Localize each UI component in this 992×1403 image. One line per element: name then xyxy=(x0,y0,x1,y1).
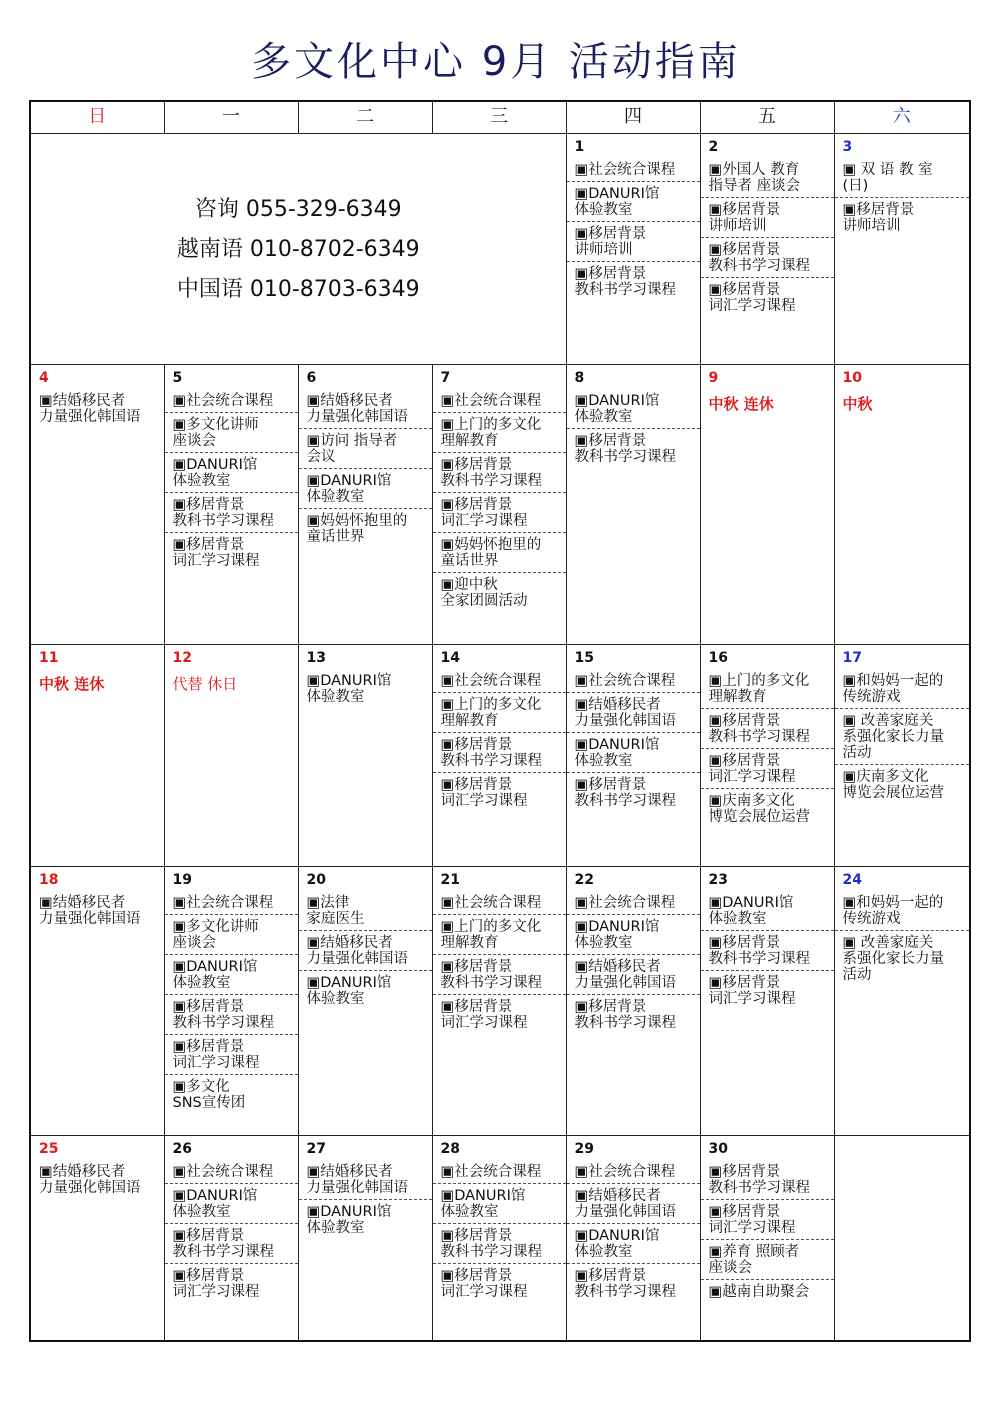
event-item: ▣移居背景 词汇学习课程 xyxy=(440,1268,528,1301)
weekday-wed: 三 xyxy=(432,101,566,134)
event-item: ▣DANURI馆 体验教室 xyxy=(299,469,432,509)
day-cell xyxy=(700,1136,834,1341)
day-cell xyxy=(566,867,700,1136)
event-item: ▣庆南多文化 博览会展位运营 xyxy=(708,793,810,826)
day-number: 3 xyxy=(842,139,853,155)
day-number: 15 xyxy=(574,650,594,667)
event-item: ▣上门的多文化 理解教育 xyxy=(433,693,566,733)
day-cell xyxy=(164,365,298,645)
day-cell xyxy=(834,645,970,867)
day-cell xyxy=(164,867,298,1136)
event-item: ▣移居背景 词汇学习课程 xyxy=(440,777,528,810)
event-item: ▣移居背景 教科书学习课程 xyxy=(701,238,834,278)
day-cell xyxy=(566,134,700,365)
day-cell xyxy=(834,365,970,645)
day-number: 7 xyxy=(440,370,451,387)
day-cell xyxy=(700,645,834,867)
day-number: 24 xyxy=(842,872,862,889)
event-item: ▣社会统合课程 xyxy=(433,1158,566,1184)
event-item: ▣DANURI馆 体验教室 xyxy=(567,387,700,429)
event-item: ▣移居背景 教科书学习课程 xyxy=(165,1224,298,1264)
day-cell xyxy=(30,1136,164,1341)
event-item: ▣上门的多文化 理解教育 xyxy=(433,413,566,453)
day-number: 14 xyxy=(440,650,460,667)
event-item: ▣DANURI馆 体验教室 xyxy=(701,889,834,931)
day-number: 30 xyxy=(708,1141,728,1158)
day-cell xyxy=(834,867,970,1136)
event-item: ▣结婚移民者 力量强化韩国语 xyxy=(299,387,432,429)
day-number: 23 xyxy=(708,872,728,889)
day-cell xyxy=(566,365,700,645)
event-item: ▣越南自助聚会 xyxy=(708,1284,810,1301)
weekday-sun: 日 xyxy=(30,101,164,134)
day-number: 22 xyxy=(574,872,594,889)
event-item: ▣社会统合课程 xyxy=(165,889,298,915)
day-number: 10 xyxy=(842,370,862,387)
weekday-header-row xyxy=(30,101,970,134)
event-item: ▣移居背景 教科书学习课程 xyxy=(574,1268,676,1301)
event-item: ▣移居背景 教科书学习课程 xyxy=(433,955,566,995)
event-item: ▣移居背景 教科书学习课程 xyxy=(165,493,298,533)
calendar-table xyxy=(29,100,971,1342)
event-item: ▣和妈妈一起的 传统游戏 xyxy=(835,889,970,931)
weekday-thu: 四 xyxy=(566,101,700,134)
day-cell xyxy=(298,645,432,867)
event-item: ▣ 双 语 教 室 (日) xyxy=(835,156,970,198)
event-item: ▣移居背景 教科书学习课程 xyxy=(165,995,298,1035)
week-row-3 xyxy=(30,645,970,867)
event-item: ▣社会统合课程 xyxy=(567,156,700,182)
event-item: ▣移居背景 教科书学习课程 xyxy=(701,931,834,971)
day-cell xyxy=(700,365,834,645)
event-item: ▣ 改善家庭关 系强化家长力量 活动 xyxy=(835,709,970,765)
week-row-5 xyxy=(30,1136,970,1341)
day-number: 20 xyxy=(306,872,326,889)
day-number: 2 xyxy=(708,139,719,155)
day-number: 26 xyxy=(172,1141,192,1158)
day-cell xyxy=(566,1136,700,1341)
day-cell xyxy=(432,365,566,645)
day-number: 11 xyxy=(39,650,59,667)
event-item: ▣社会统合课程 xyxy=(567,1158,700,1184)
day-number: 6 xyxy=(306,370,317,387)
event-item: ▣移居背景 词汇学习课程 xyxy=(440,999,528,1032)
event-item: ▣上门的多文化 理解教育 xyxy=(433,915,566,955)
event-item: ▣移居背景 词汇学习课程 xyxy=(172,537,260,570)
event-item: ▣移居背景 教科书学习课程 xyxy=(433,733,566,773)
event-item: ▣DANURI馆 体验教室 xyxy=(306,1204,392,1237)
event-item: ▣DANURI馆 体验教室 xyxy=(433,1184,566,1224)
day-number: 12 xyxy=(172,650,192,667)
event-item: ▣结婚移民者 力量强化韩国语 xyxy=(299,931,432,971)
event-item: ▣妈妈怀抱里的 童话世界 xyxy=(433,533,566,573)
day-cell xyxy=(298,867,432,1136)
weekday-tue: 二 xyxy=(298,101,432,134)
day-number: 29 xyxy=(574,1141,594,1158)
day-number: 9 xyxy=(708,370,719,387)
event-item: ▣移居背景 词汇学习课程 xyxy=(708,282,796,314)
holiday-label: 代替 休日 xyxy=(172,675,238,694)
event-item: ▣庆南多文化 博览会展位运营 xyxy=(842,769,944,802)
day-cell xyxy=(298,365,432,645)
event-item: ▣社会统合课程 xyxy=(433,889,566,915)
event-item: ▣DANURI馆 体验教室 xyxy=(567,733,700,773)
event-item: ▣DANURI馆 体验教室 xyxy=(165,955,298,995)
contact-info xyxy=(31,134,566,310)
event-item: ▣移居背景 教科书学习课程 xyxy=(701,1158,834,1200)
event-item: ▣DANURI馆 体验教室 xyxy=(306,673,392,706)
day-number: 27 xyxy=(306,1141,326,1158)
event-item: ▣DANURI馆 体验教室 xyxy=(165,453,298,493)
day-number: 1 xyxy=(574,139,585,155)
event-item: ▣移居背景 词汇学习课程 xyxy=(165,1035,298,1075)
day-number: 19 xyxy=(172,872,192,889)
event-item: ▣结婚移民者 力量强化韩国语 xyxy=(39,1164,141,1197)
week-row-2 xyxy=(30,365,970,645)
day-cell xyxy=(298,1136,432,1341)
day-cell xyxy=(700,134,834,365)
event-item: ▣结婚移民者 力量强化韩国语 xyxy=(299,1158,432,1200)
event-item: ▣多文化讲师 座谈会 xyxy=(165,413,298,453)
day-number: 28 xyxy=(440,1141,460,1158)
event-item: ▣移居背景 教科书学习课程 xyxy=(574,999,676,1032)
contact-info-cell xyxy=(30,134,566,365)
event-item: ▣外国人 教育 指导者 座谈会 xyxy=(701,156,834,198)
day-cell xyxy=(834,134,970,365)
contact-inquiry: 咨询 055-329-6349 xyxy=(194,197,402,222)
day-cell xyxy=(30,645,164,867)
day-cell xyxy=(164,1136,298,1341)
day-cell xyxy=(432,1136,566,1341)
day-number: 4 xyxy=(39,370,49,387)
day-cell xyxy=(30,867,164,1136)
day-number: 5 xyxy=(172,370,183,387)
event-item: ▣ 改善家庭关 系强化家长力量 活动 xyxy=(842,935,944,984)
holiday-label: 中秋 连休 xyxy=(708,395,774,414)
event-item: ▣社会统合课程 xyxy=(165,387,298,413)
day-number xyxy=(835,1136,970,1158)
event-item: ▣DANURI馆 体验教室 xyxy=(567,1224,700,1264)
event-item: ▣移居背景 讲师培训 xyxy=(567,222,700,262)
day-cell xyxy=(834,1136,970,1341)
day-number: 21 xyxy=(440,872,460,889)
page-title: 多文化中心 9月 活动指南 xyxy=(251,39,741,85)
event-item: ▣社会统合课程 xyxy=(567,667,700,693)
day-number: 13 xyxy=(306,650,326,667)
event-item: ▣移居背景 词汇学习课程 xyxy=(433,493,566,533)
event-item: ▣法律 家庭医生 xyxy=(299,889,432,931)
day-cell xyxy=(164,645,298,867)
day-number: 18 xyxy=(39,872,59,889)
event-item: ▣养育 照顾者 座谈会 xyxy=(701,1240,834,1280)
event-item: ▣结婚移民者 力量强化韩国语 xyxy=(567,955,700,995)
day-cell xyxy=(432,645,566,867)
event-item: ▣结婚移民者 力量强化韩国语 xyxy=(567,693,700,733)
event-item: ▣移居背景 教科书学习课程 xyxy=(701,709,834,749)
event-item: ▣和妈妈一起的 传统游戏 xyxy=(835,667,970,709)
event-item: ▣社会统合课程 xyxy=(433,667,566,693)
day-number: 25 xyxy=(39,1141,59,1158)
event-item: ▣迎中秋 全家团圆活动 xyxy=(440,577,528,610)
event-item: ▣移居背景 教科书学习课程 xyxy=(574,433,676,466)
event-item: ▣移居背景 讲师培训 xyxy=(701,198,834,238)
event-item: ▣多文化 SNS宣传团 xyxy=(172,1079,246,1112)
event-item: ▣DANURI馆 体验教室 xyxy=(567,915,700,955)
event-item: ▣移居背景 教科书学习课程 xyxy=(433,1224,566,1264)
event-item: ▣移居背景 词汇学习课程 xyxy=(708,975,796,1008)
contact-vietnamese: 越南语 010-8702-6349 xyxy=(176,237,420,262)
event-item: ▣妈妈怀抱里的 童话世界 xyxy=(306,513,408,546)
day-number: 17 xyxy=(842,650,862,667)
event-item: ▣移居背景 词汇学习课程 xyxy=(701,749,834,789)
event-item: ▣移居背景 教科书学习课程 xyxy=(574,777,676,810)
event-item: ▣结婚移民者 力量强化韩国语 xyxy=(39,393,141,426)
contact-chinese: 中国语 010-8703-6349 xyxy=(176,277,420,302)
day-number: 16 xyxy=(708,650,728,667)
event-item: ▣移居背景 词汇学习课程 xyxy=(701,1200,834,1240)
holiday-label: 中秋 连休 xyxy=(39,675,105,694)
event-item: ▣社会统合课程 xyxy=(165,1158,298,1184)
weekday-mon: 一 xyxy=(164,101,298,134)
event-item: ▣DANURI馆 体验教室 xyxy=(567,182,700,222)
event-item: ▣访问 指导者 会议 xyxy=(299,429,432,469)
day-number: 8 xyxy=(574,370,585,387)
event-item: ▣移居背景 教科书学习课程 xyxy=(433,453,566,493)
event-item: ▣移居背景 教科书学习课程 xyxy=(574,266,676,298)
event-item: ▣多文化讲师 座谈会 xyxy=(165,915,298,955)
event-item: ▣结婚移民者 力量强化韩国语 xyxy=(39,895,141,928)
event-item: ▣DANURI馆 体验教室 xyxy=(306,975,392,1008)
event-item: ▣移居背景 词汇学习课程 xyxy=(172,1268,260,1301)
event-item: ▣结婚移民者 力量强化韩国语 xyxy=(567,1184,700,1224)
event-item: ▣DANURI馆 体验教室 xyxy=(165,1184,298,1224)
event-item: ▣上门的多文化 理解教育 xyxy=(701,667,834,709)
day-cell xyxy=(566,645,700,867)
weekday-fri: 五 xyxy=(700,101,834,134)
week-row-1 xyxy=(30,134,970,365)
day-cell xyxy=(30,365,164,645)
weekday-sat: 六 xyxy=(834,101,970,134)
event-item: ▣社会统合课程 xyxy=(433,387,566,413)
event-item: ▣社会统合课程 xyxy=(567,889,700,915)
holiday-label: 中秋 xyxy=(842,395,873,414)
day-cell xyxy=(700,867,834,1136)
week-row-4 xyxy=(30,867,970,1136)
event-item: ▣移居背景 讲师培训 xyxy=(842,202,915,234)
day-cell xyxy=(432,867,566,1136)
